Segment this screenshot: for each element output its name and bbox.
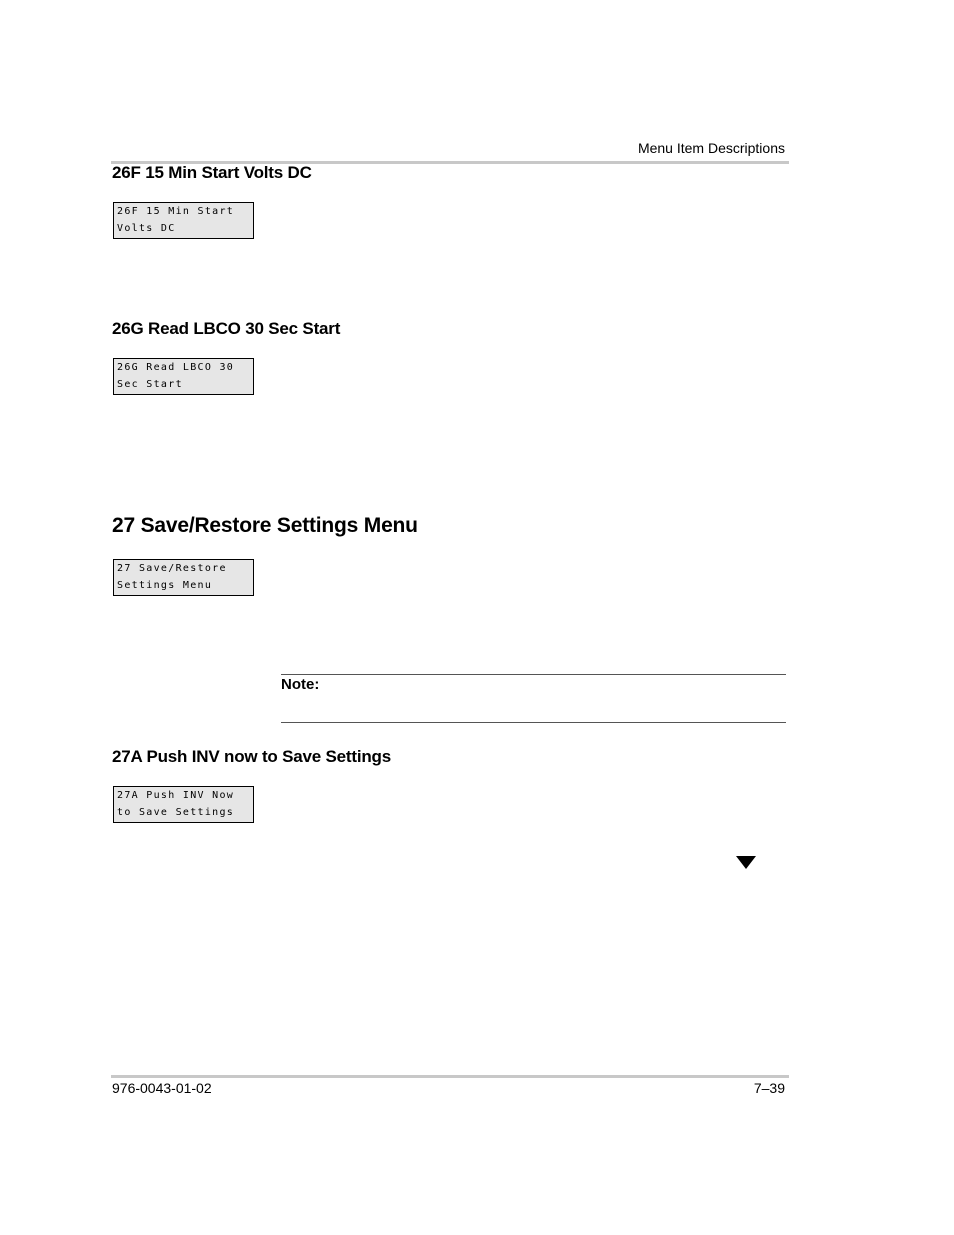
- note-label: Note:: [281, 676, 320, 693]
- lcd-line-2: to Save Settings: [117, 807, 235, 818]
- section-heading-27: 27 Save/Restore Settings Menu: [112, 514, 418, 537]
- lcd-line-2: Settings Menu: [117, 580, 213, 591]
- lcd-line-2: Volts DC: [117, 223, 176, 234]
- note-bottom-rule: [281, 722, 786, 723]
- doc-number: 976-0043-01-02: [112, 1080, 212, 1096]
- continued-triangle-icon: [736, 856, 756, 869]
- lcd-line-1: 26G Read LBCO 30: [117, 362, 235, 373]
- lcd-line-1: 27 Save/Restore: [117, 563, 227, 574]
- page-number: 7–39: [753, 1080, 785, 1096]
- note-top-rule: [281, 674, 786, 675]
- lcd-line-2: Sec Start: [117, 379, 183, 390]
- lcd-display-26f: [113, 202, 254, 239]
- lcd-display-26g: [113, 358, 254, 395]
- section-heading-26g: 26G Read LBCO 30 Sec Start: [112, 319, 341, 338]
- running-head: Menu Item Descriptions: [637, 140, 785, 156]
- section-heading-26f: 26F 15 Min Start Volts DC: [112, 163, 312, 182]
- lcd-display-27a: [113, 786, 254, 823]
- section-heading-27a: 27A Push INV now to Save Settings: [112, 747, 391, 766]
- lcd-display-27: [113, 559, 254, 596]
- lcd-line-1: 26F 15 Min Start: [117, 206, 235, 217]
- lcd-line-1: 27A Push INV Now: [117, 790, 235, 801]
- footer-rule: [111, 1075, 789, 1078]
